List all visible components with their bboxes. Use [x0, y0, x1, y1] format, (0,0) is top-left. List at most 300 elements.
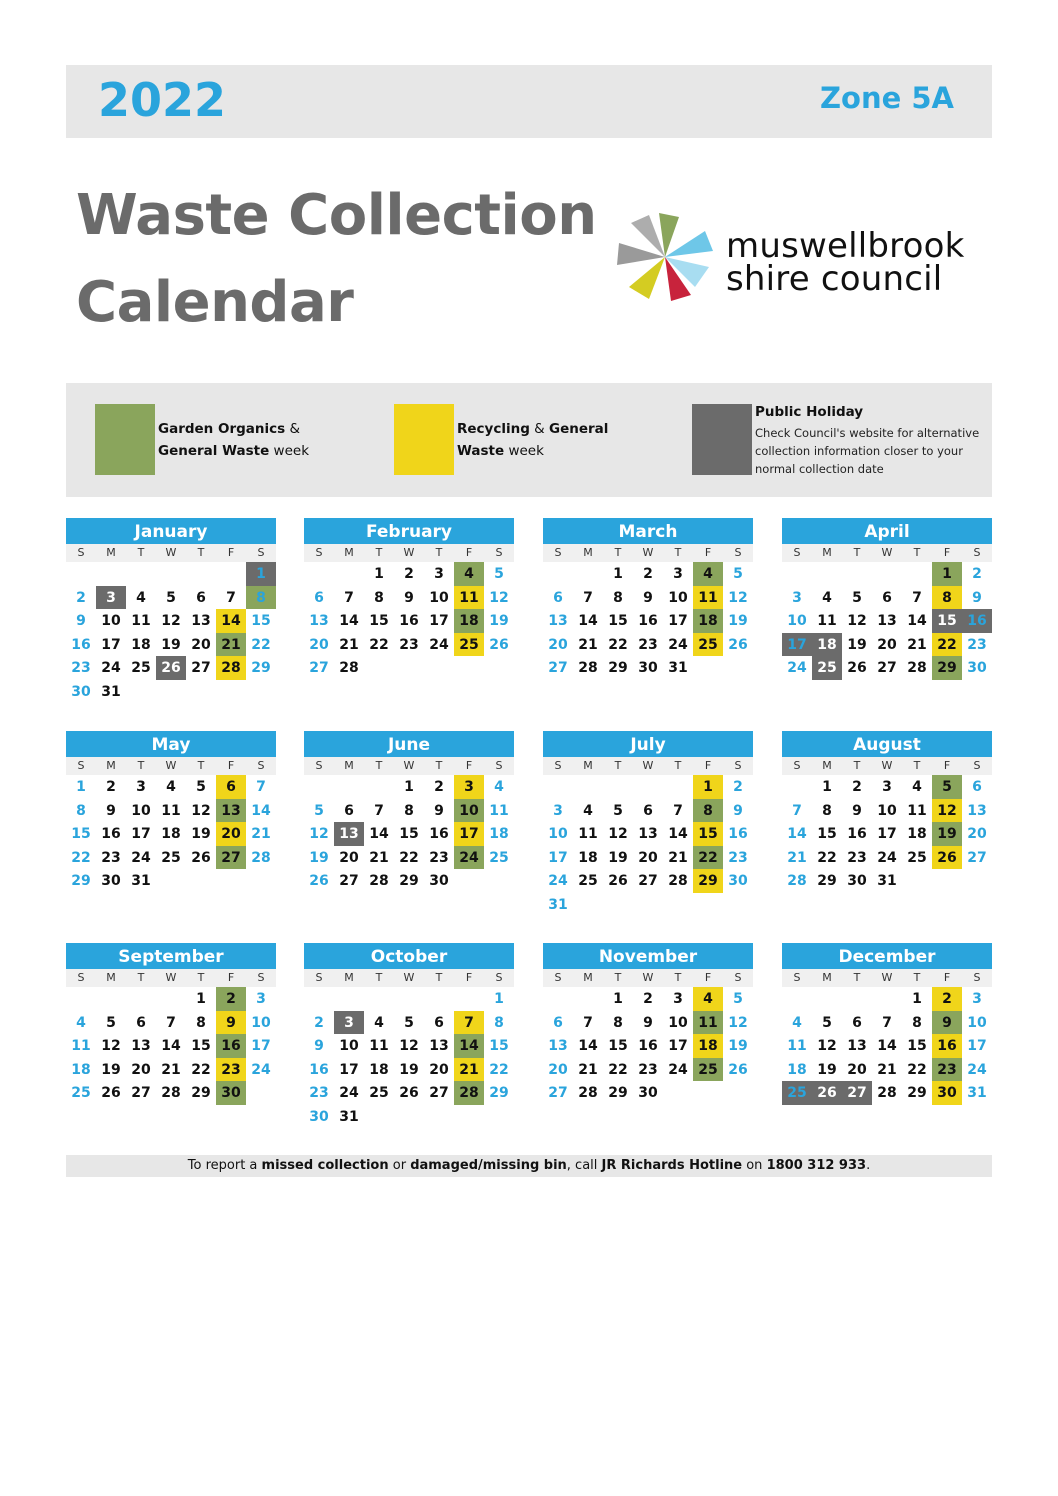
weekday-label: W — [881, 546, 893, 559]
day-cell: 20 — [131, 1061, 151, 1078]
day-cell: 7 — [673, 802, 683, 819]
weekday-label: T — [197, 546, 205, 559]
day-cell: 16 — [429, 826, 449, 842]
day-cell: 24 — [101, 660, 121, 676]
day-cell: 24 — [668, 1061, 688, 1078]
day-cell: 28 — [668, 873, 688, 889]
weekday-label: S — [257, 971, 265, 984]
day-cell: 29 — [489, 1085, 509, 1101]
empty-cell — [126, 987, 156, 1011]
empty-cell — [782, 987, 812, 1011]
empty-cell — [812, 987, 842, 1011]
weekday-label: T — [137, 971, 145, 984]
legend-garden-swatch — [95, 404, 155, 475]
day-cell: 26 — [101, 1085, 121, 1101]
day-cell: 29 — [932, 656, 962, 680]
day-cell: 4 — [912, 779, 922, 795]
day-cell: 27 — [877, 660, 897, 676]
weekday-header — [66, 544, 276, 562]
day-cell: 1 — [613, 566, 623, 582]
day-cell: 23 — [638, 636, 658, 653]
month-title: August — [782, 731, 992, 757]
day-cell: 2 — [76, 589, 86, 606]
day-cell: 16 — [638, 613, 658, 629]
weekday-header — [304, 757, 514, 775]
day-cell: 28 — [251, 849, 271, 866]
weekday-label: T — [375, 759, 383, 772]
weekday-label: F — [704, 971, 712, 984]
day-cell: 18 — [131, 636, 151, 653]
day-cell: 6 — [882, 589, 892, 606]
empty-cell — [96, 562, 126, 586]
legend-panel: Garden Organics & General Waste week Recycling & General Waste week Public Holiday Check Council's website for alternative collection information closer to your normal collection date — [66, 383, 992, 497]
day-cell: 14 — [668, 826, 688, 842]
day-cell: 22 — [71, 849, 91, 866]
day-cell: 25 — [782, 1081, 812, 1105]
day-cell: 27 — [967, 849, 987, 866]
day-cell: 29 — [399, 873, 419, 889]
day-cell: 19 — [399, 1061, 419, 1078]
month-april — [782, 518, 992, 680]
day-cell: 17 — [251, 1038, 271, 1054]
empty-cell — [782, 775, 812, 799]
footer-hotline: To report a missed collection or damaged/missing bin, call JR Richards Hotline on 1800 312 933. — [66, 1155, 992, 1177]
day-cell: 16 — [847, 826, 867, 842]
day-cell: 22 — [608, 1061, 628, 1078]
day-cell: 11 — [71, 1038, 91, 1054]
day-cell: 10 — [787, 613, 807, 629]
weekday-label: M — [106, 546, 116, 559]
day-cell: 28 — [578, 1085, 598, 1101]
weekday-label: T — [913, 546, 921, 559]
day-cell: 22 — [693, 846, 723, 870]
empty-cell — [364, 775, 394, 799]
day-cell: 28 — [787, 873, 807, 889]
day-cell: 28 — [161, 1085, 181, 1101]
month-november — [543, 943, 753, 1105]
day-cell: 5 — [852, 589, 862, 606]
day-cell: 2 — [852, 779, 862, 795]
weekday-label: W — [165, 971, 177, 984]
day-cell: 4 — [166, 779, 176, 795]
month-september — [66, 943, 276, 1105]
day-grid — [543, 775, 753, 916]
day-cell: 28 — [369, 873, 389, 889]
day-cell: 7 — [792, 802, 802, 819]
day-cell: 6 — [136, 1014, 146, 1031]
weekday-label: W — [165, 546, 177, 559]
weekday-header — [66, 757, 276, 775]
day-cell: 22 — [608, 636, 628, 653]
day-cell: 23 — [399, 636, 419, 653]
weekday-label: S — [973, 546, 981, 559]
day-cell: 1 — [246, 562, 276, 586]
day-cell: 7 — [454, 1011, 484, 1035]
year-label: 2022 — [98, 73, 227, 127]
day-cell: 12 — [489, 589, 509, 606]
weekday-label: S — [77, 546, 85, 559]
day-cell: 16 — [728, 826, 748, 842]
day-cell: 9 — [972, 589, 982, 606]
day-cell: 7 — [166, 1014, 176, 1031]
day-cell: 27 — [339, 873, 359, 889]
weekday-label: F — [227, 971, 235, 984]
day-cell: 28 — [339, 660, 359, 676]
day-cell: 20 — [847, 1061, 867, 1078]
weekday-label: S — [793, 971, 801, 984]
day-cell: 25 — [578, 873, 598, 889]
day-cell: 4 — [693, 987, 723, 1011]
day-grid — [304, 562, 514, 680]
weekday-label: S — [315, 546, 323, 559]
day-cell: 10 — [548, 826, 568, 842]
day-cell: 21 — [454, 1058, 484, 1082]
day-cell: 8 — [196, 1014, 206, 1031]
day-cell: 8 — [822, 802, 832, 819]
day-cell: 19 — [728, 1038, 748, 1054]
weekday-label: T — [674, 971, 682, 984]
weekday-label: S — [495, 971, 503, 984]
day-cell: 15 — [608, 1038, 628, 1054]
day-cell: 21 — [251, 826, 271, 842]
day-cell: 11 — [907, 802, 927, 819]
day-cell: 15 — [191, 1038, 211, 1054]
weekday-label: M — [583, 546, 593, 559]
day-cell: 29 — [71, 873, 91, 889]
day-cell: 1 — [693, 775, 723, 799]
legend-holiday-swatch — [692, 404, 752, 475]
day-cell: 17 — [782, 633, 812, 657]
day-cell: 5 — [613, 802, 623, 819]
logo-line-2: shire council — [726, 259, 943, 299]
day-cell: 30 — [429, 873, 449, 889]
day-cell: 12 — [191, 802, 211, 819]
day-cell: 11 — [787, 1038, 807, 1054]
day-cell: 1 — [494, 991, 504, 1007]
day-cell: 29 — [817, 873, 837, 889]
day-cell: 10 — [668, 589, 688, 606]
day-cell: 15 — [399, 826, 419, 842]
day-cell: 31 — [339, 1108, 359, 1125]
day-cell: 13 — [877, 613, 897, 629]
day-cell: 25 — [369, 1085, 389, 1101]
month-march — [543, 518, 753, 680]
day-cell: 15 — [932, 609, 962, 633]
day-cell: 24 — [668, 636, 688, 653]
weekday-label: M — [106, 759, 116, 772]
day-grid — [782, 775, 992, 893]
day-cell: 4 — [374, 1014, 384, 1031]
day-cell: 15 — [907, 1038, 927, 1054]
day-cell: 16 — [399, 613, 419, 629]
day-grid — [66, 775, 276, 893]
day-cell: 21 — [668, 849, 688, 866]
day-cell: 18 — [693, 609, 723, 633]
day-cell: 10 — [454, 799, 484, 823]
day-cell: 14 — [454, 1034, 484, 1058]
day-cell: 2 — [216, 987, 246, 1011]
month-title: May — [66, 731, 276, 757]
day-cell: 7 — [344, 589, 354, 606]
weekday-label: T — [614, 546, 622, 559]
legend-holiday-note: Check Council's website for alternative collection information closer to your normal collection date — [755, 426, 980, 476]
day-cell: 30 — [728, 873, 748, 889]
day-cell: 30 — [847, 873, 867, 889]
day-cell: 13 — [131, 1038, 151, 1054]
weekday-header — [782, 544, 992, 562]
month-title: November — [543, 943, 753, 969]
day-cell: 28 — [454, 1081, 484, 1105]
empty-cell — [603, 775, 633, 799]
day-cell: 9 — [643, 1014, 653, 1031]
empty-cell — [66, 987, 96, 1011]
day-cell: 2 — [643, 566, 653, 582]
day-cell: 25 — [71, 1085, 91, 1101]
day-cell: 8 — [613, 1014, 623, 1031]
month-may — [66, 731, 276, 893]
day-cell: 6 — [553, 1014, 563, 1031]
weekday-header — [782, 757, 992, 775]
day-cell: 13 — [847, 1038, 867, 1054]
day-cell: 28 — [907, 660, 927, 676]
day-cell: 2 — [932, 987, 962, 1011]
legend-garden-bold2: General Waste — [158, 443, 270, 459]
day-cell: 26 — [728, 636, 748, 653]
day-cell: 7 — [882, 1014, 892, 1031]
day-cell: 8 — [404, 802, 414, 819]
day-cell: 20 — [339, 849, 359, 866]
weekday-label: W — [642, 546, 654, 559]
month-july — [543, 731, 753, 916]
title-line-2: Calendar — [76, 270, 354, 335]
day-cell: 16 — [932, 1034, 962, 1058]
day-cell: 14 — [161, 1038, 181, 1054]
weekday-label: T — [853, 971, 861, 984]
day-cell: 12 — [309, 826, 329, 842]
day-cell: 18 — [454, 609, 484, 633]
empty-cell — [633, 775, 663, 799]
weekday-label: T — [435, 546, 443, 559]
day-cell: 25 — [907, 849, 927, 866]
day-cell: 9 — [434, 802, 444, 819]
day-cell: 12 — [101, 1038, 121, 1054]
day-grid — [304, 775, 514, 893]
weekday-label: S — [554, 971, 562, 984]
day-cell: 13 — [548, 613, 568, 629]
day-cell: 21 — [877, 1061, 897, 1078]
day-cell: 24 — [339, 1085, 359, 1101]
day-cell: 26 — [309, 873, 329, 889]
empty-cell — [304, 987, 334, 1011]
empty-cell — [842, 987, 872, 1011]
day-cell: 21 — [339, 636, 359, 653]
day-cell: 8 — [693, 799, 723, 823]
weekday-label: T — [197, 759, 205, 772]
day-cell: 5 — [733, 991, 743, 1007]
month-january — [66, 518, 276, 703]
day-cell: 27 — [429, 1085, 449, 1101]
day-grid — [543, 562, 753, 680]
day-cell: 5 — [822, 1014, 832, 1031]
day-cell: 7 — [374, 802, 384, 819]
day-cell: 4 — [583, 802, 593, 819]
empty-cell — [782, 562, 812, 586]
weekday-label: M — [583, 759, 593, 772]
month-february — [304, 518, 514, 680]
day-cell: 12 — [608, 826, 628, 842]
day-cell: 27 — [638, 873, 658, 889]
weekday-label: F — [943, 546, 951, 559]
day-cell: 14 — [578, 613, 598, 629]
empty-cell — [126, 562, 156, 586]
legend-garden-bold1: Garden Organics — [158, 421, 286, 437]
day-cell: 30 — [967, 660, 987, 676]
weekday-label: F — [227, 546, 235, 559]
day-cell: 17 — [877, 826, 897, 842]
day-cell: 3 — [256, 991, 266, 1007]
day-cell: 3 — [96, 586, 126, 610]
day-cell: 6 — [344, 802, 354, 819]
weekday-label: S — [973, 759, 981, 772]
day-cell: 6 — [216, 775, 246, 799]
day-cell: 9 — [643, 589, 653, 606]
day-cell: 22 — [399, 849, 419, 866]
weekday-label: F — [704, 759, 712, 772]
day-cell: 23 — [71, 660, 91, 676]
day-cell: 19 — [191, 826, 211, 842]
day-cell: 14 — [907, 613, 927, 629]
day-cell: 4 — [454, 562, 484, 586]
day-cell: 2 — [434, 779, 444, 795]
weekday-header — [782, 969, 992, 987]
day-cell: 14 — [877, 1038, 897, 1054]
weekday-label: F — [465, 971, 473, 984]
day-cell: 3 — [434, 566, 444, 582]
day-cell: 4 — [76, 1014, 86, 1031]
day-cell: 23 — [932, 1058, 962, 1082]
day-cell: 26 — [847, 660, 867, 676]
day-cell: 16 — [71, 636, 91, 653]
day-cell: 27 — [191, 660, 211, 676]
day-cell: 15 — [608, 613, 628, 629]
day-cell: 28 — [877, 1085, 897, 1101]
day-cell: 15 — [369, 613, 389, 629]
day-grid — [66, 562, 276, 703]
day-cell: 18 — [693, 1034, 723, 1058]
weekday-label: S — [793, 759, 801, 772]
day-cell: 2 — [404, 566, 414, 582]
day-cell: 21 — [578, 636, 598, 653]
day-cell: 15 — [71, 826, 91, 842]
day-cell: 24 — [967, 1061, 987, 1078]
day-cell: 16 — [101, 826, 121, 842]
day-cell: 11 — [489, 802, 509, 819]
empty-cell — [334, 987, 364, 1011]
weekday-label: T — [614, 971, 622, 984]
day-cell: 4 — [494, 779, 504, 795]
month-august — [782, 731, 992, 893]
day-cell: 23 — [847, 849, 867, 866]
day-cell: 20 — [429, 1061, 449, 1078]
day-cell: 4 — [822, 589, 832, 606]
weekday-label: W — [165, 759, 177, 772]
empty-cell — [334, 562, 364, 586]
day-cell: 19 — [608, 849, 628, 866]
empty-cell — [304, 775, 334, 799]
day-cell: 24 — [429, 636, 449, 653]
day-cell: 2 — [972, 566, 982, 582]
day-cell: 1 — [76, 779, 86, 795]
weekday-label: S — [257, 546, 265, 559]
day-cell: 27 — [309, 660, 329, 676]
day-cell: 16 — [962, 609, 992, 633]
day-cell: 3 — [454, 775, 484, 799]
day-cell: 21 — [161, 1061, 181, 1078]
weekday-label: S — [495, 759, 503, 772]
day-cell: 1 — [404, 779, 414, 795]
day-cell: 9 — [76, 613, 86, 629]
day-cell: 30 — [932, 1081, 962, 1105]
empty-cell — [573, 987, 603, 1011]
day-cell: 7 — [256, 779, 266, 795]
day-cell: 17 — [131, 826, 151, 842]
empty-cell — [304, 562, 334, 586]
day-cell: 22 — [817, 849, 837, 866]
day-cell: 18 — [369, 1061, 389, 1078]
day-grid — [543, 987, 753, 1105]
weekday-label: T — [853, 546, 861, 559]
day-cell: 18 — [161, 826, 181, 842]
day-cell: 22 — [369, 636, 389, 653]
weekday-label: S — [315, 759, 323, 772]
day-cell: 21 — [216, 633, 246, 657]
day-cell: 9 — [106, 802, 116, 819]
month-title: June — [304, 731, 514, 757]
day-cell: 31 — [967, 1085, 987, 1101]
empty-cell — [364, 987, 394, 1011]
day-cell: 11 — [693, 586, 723, 610]
weekday-label: T — [435, 759, 443, 772]
day-cell: 29 — [251, 660, 271, 676]
day-cell: 27 — [131, 1085, 151, 1101]
day-cell: 26 — [608, 873, 628, 889]
day-cell: 7 — [583, 1014, 593, 1031]
day-cell: 11 — [817, 613, 837, 629]
day-cell: 10 — [877, 802, 897, 819]
day-cell: 10 — [668, 1014, 688, 1031]
day-cell: 24 — [454, 846, 484, 870]
empty-cell — [186, 562, 216, 586]
day-cell: 9 — [932, 1011, 962, 1035]
day-cell: 19 — [489, 613, 509, 629]
day-cell: 8 — [76, 802, 86, 819]
weekday-label: M — [344, 546, 354, 559]
day-cell: 5 — [932, 775, 962, 799]
day-cell: 20 — [216, 822, 246, 846]
weekday-label: T — [674, 546, 682, 559]
day-cell: 30 — [71, 683, 91, 700]
weekday-label: T — [435, 971, 443, 984]
day-cell: 12 — [932, 799, 962, 823]
day-cell: 11 — [369, 1038, 389, 1054]
day-cell: 20 — [309, 636, 329, 653]
day-cell: 1 — [196, 991, 206, 1007]
weekday-label: T — [614, 759, 622, 772]
day-cell: 5 — [196, 779, 206, 795]
day-cell: 25 — [812, 656, 842, 680]
day-cell: 13 — [967, 802, 987, 819]
empty-cell — [454, 987, 484, 1011]
